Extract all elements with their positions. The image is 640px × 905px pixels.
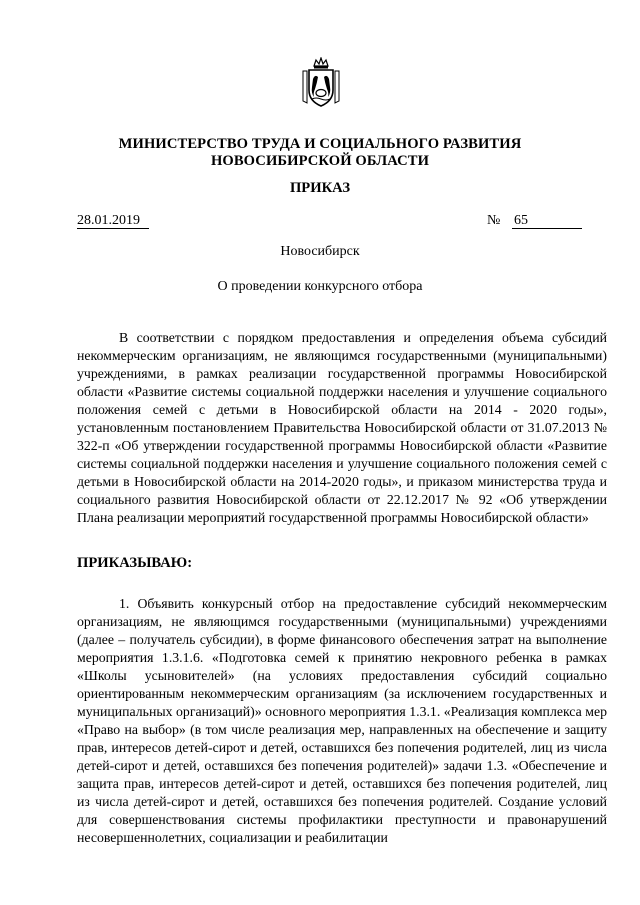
ministry-name-line2: НОВОСИБИРСКОЙ ОБЛАСТИ — [210, 153, 430, 169]
order-title: ПРИКАЗ — [289, 180, 351, 196]
city: Новосибирск — [280, 244, 360, 259]
order-number: 65 — [512, 213, 582, 229]
number-sign: № — [487, 213, 501, 228]
order-subject: О проведении конкурсного отбора — [217, 279, 423, 294]
item-1-paragraph: 1. Объявить конкурсный отбор на предоставление субсидий некоммерческим организациям, не являющимся государственными (муниципальными) учреждениями (далее – получатель субсидии), в форме финансового обеспечения затрат на выполнение мероприятия 1.3.1.6. «Подготовка семей к принятию некровного ребенка в рамках «Школы усыновителей» (на условиях предоставления субсидий социально ориентированным некоммерческим организациям (за исключением государственных и муниципальных организаций)» основного мероприятия 1.3.1. «Реализация комплекса мер «Право на выбор» (в том числе реализация мер, направленных на обеспечение и защиту прав, интересов детей-сирот и детей, оставшихся без попечения родителей, лиц из числа детей-сирот и детей, оставшихся без попечения родителей)» задачи 1.3. «Обеспечение и защита прав, интересов детей-сирот и детей, оставшихся без попечения родителей, лиц из числа детей-сирот и детей, оставшихся без попечения родителей. Создание условий для совершенствования системы профилактики преступности и правонарушений несовершеннолетних, социализации и реабилитации — [77, 596, 607, 845]
coat-of-arms-icon — [301, 57, 341, 109]
ministry-name-line1: МИНИСТЕРСТВО ТРУДА И СОЦИАЛЬНОГО РАЗВИТИЯ — [118, 136, 522, 152]
order-word: ПРИКАЗЫВАЮ: — [77, 555, 193, 571]
preamble-paragraph: В соответствии с порядком предоставления и определения объема субсидий некоммерческим организациям, не являющимся государственными (муниципальными) учреждениями, в рамках реализации государственной программы Новосибирской области «Развитие системы социальной поддержки населения и улучшение социального положения семей с детьми в Новосибирской области на 2014 - 2020 годы», установленным постановлением Правительства Новосибирской области от 31.07.2013 № 322-п «Об утверждении государственной программы Новосибирской области «Развитие системы социальной поддержки населения и улучшение социального положения семей с детьми в Новосибирской области на 2014-2020 годы», и приказом министерства труда и социального развития Новосибирской области от 22.12.2017 № 92 «Об утверждении Плана реализации мероприятий государственной программы Новосибирской области» — [77, 330, 607, 525]
order-date: 28.01.2019 — [77, 213, 149, 229]
